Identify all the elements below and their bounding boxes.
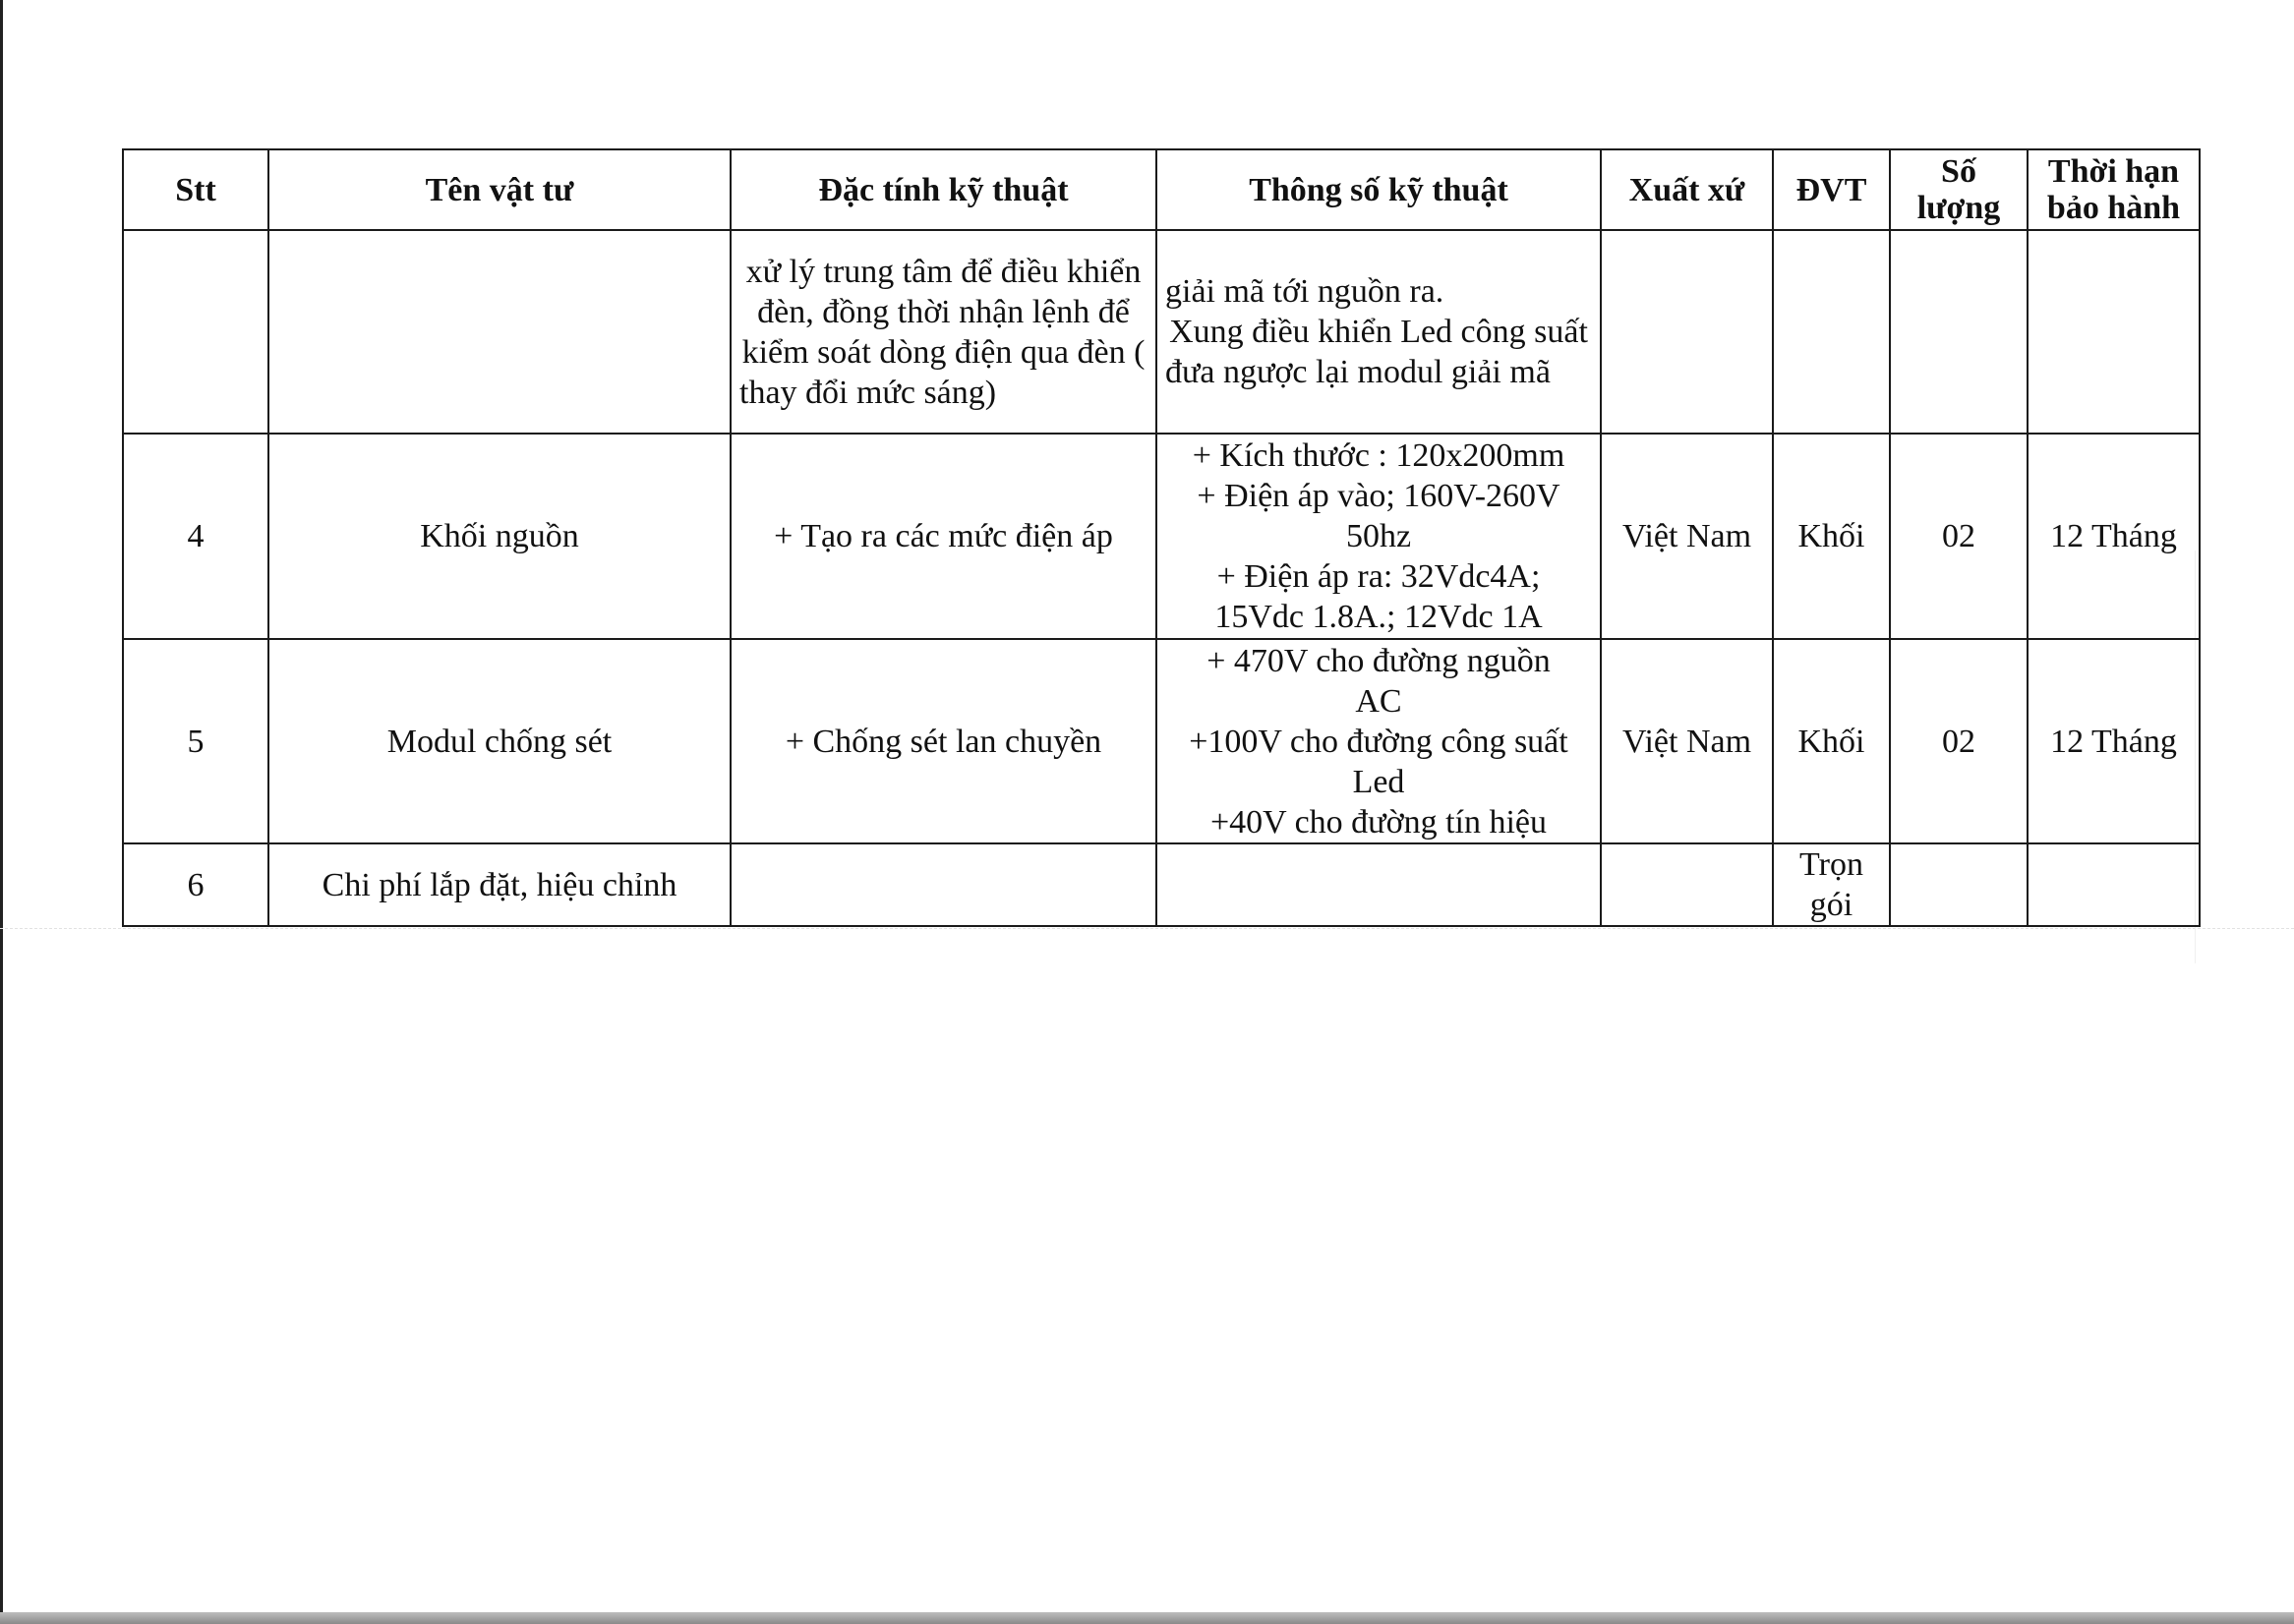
- unit-line2: gói: [1809, 887, 1853, 923]
- specs-line: +100V cho đường công suất: [1189, 723, 1568, 760]
- cell-quantity: 02: [1890, 639, 2028, 843]
- cell-warranty: 12 Tháng: [2028, 434, 2200, 639]
- scan-left-edge: [0, 0, 3, 1624]
- cell-origin: [1601, 230, 1773, 434]
- specs-line: + Điện áp vào; 160V-260V: [1197, 478, 1560, 514]
- header-quantity-line1: Số: [1941, 153, 1976, 190]
- table-row-continuation: [123, 230, 2200, 434]
- scan-faint-rule: [0, 928, 2294, 929]
- cell-unit: [1773, 843, 1890, 926]
- cell-unit: [1773, 230, 1890, 434]
- header-warranty: [2028, 149, 2200, 230]
- header-characteristics: Đặc tính kỹ thuật: [731, 149, 1156, 230]
- specs-line: 15Vdc 1.8A.; 12Vdc 1A: [1214, 599, 1543, 635]
- cell-warranty: [2028, 230, 2200, 434]
- scan-bottom-edge: [0, 1612, 2294, 1624]
- header-stt: Stt: [123, 149, 268, 230]
- cell-unit: Khối: [1773, 434, 1890, 639]
- cell-stt: [123, 230, 268, 434]
- cell-characteristics: + Tạo ra các mức điện áp: [731, 434, 1156, 639]
- cell-specs: [1156, 639, 1601, 843]
- header-quantity: [1890, 149, 2028, 230]
- cell-warranty: 12 Tháng: [2028, 639, 2200, 843]
- cell-quantity: [1890, 843, 2028, 926]
- specs-line: AC: [1355, 682, 1402, 720]
- specs-line: +40V cho đường tín hiệu: [1209, 803, 1548, 841]
- cell-warranty: [2028, 843, 2200, 926]
- cell-stt: 6: [123, 843, 268, 926]
- specs-line: Led: [1352, 763, 1405, 800]
- header-origin: Xuất xứ: [1601, 149, 1773, 230]
- cell-origin: Việt Nam: [1601, 639, 1773, 843]
- cell-specs: [1156, 843, 1601, 926]
- header-quantity-line2: lượng: [1916, 190, 2001, 226]
- cell-name: [268, 230, 731, 434]
- cell-characteristics: xử lý trung tâm để điều khiển đèn, đồng thời nhận lệnh để kiểm soát dòng điện qua đèn ( thay đổi mức sáng): [731, 230, 1156, 434]
- specs-line: Xung điều khiển Led công suất đưa ngược lại modul giải mã: [1165, 314, 1588, 390]
- cell-name: Chi phí lắp đặt, hiệu chỉnh: [268, 843, 731, 926]
- specs-line: + 470V cho đường nguồn: [1206, 642, 1551, 679]
- materials-spec-table: [122, 148, 2201, 927]
- table-row: [123, 639, 2200, 843]
- cell-stt: 5: [123, 639, 268, 843]
- cell-stt: 4: [123, 434, 268, 639]
- cell-unit: Khối: [1773, 639, 1890, 843]
- header-unit: ĐVT: [1773, 149, 1890, 230]
- table-row: [123, 843, 2200, 926]
- cell-origin: [1601, 843, 1773, 926]
- cell-name: Khối nguồn: [268, 434, 731, 639]
- cell-characteristics: [731, 843, 1156, 926]
- specs-line: giải mã tới nguồn ra.: [1165, 273, 1444, 310]
- header-warranty-line1: Thời hạn: [2047, 153, 2180, 190]
- header-name: Tên vật tư: [268, 149, 731, 230]
- unit-line1: Trọn: [1799, 846, 1863, 883]
- cell-quantity: 02: [1890, 434, 2028, 639]
- cell-quantity: [1890, 230, 2028, 434]
- cell-specs: [1156, 230, 1601, 434]
- cell-specs: [1156, 434, 1601, 639]
- cell-origin: Việt Nam: [1601, 434, 1773, 639]
- specs-line: + Kích thước : 120x200mm: [1192, 437, 1565, 474]
- table-row: [123, 434, 2200, 639]
- specs-line: + Điện áp ra: 32Vdc4A;: [1216, 558, 1541, 595]
- specs-line: 50hz: [1345, 518, 1412, 554]
- table-header-row: [123, 149, 2200, 230]
- cell-name: Modul chống sét: [268, 639, 731, 843]
- header-specs: Thông số kỹ thuật: [1156, 149, 1601, 230]
- cell-characteristics: + Chống sét lan chuyền: [731, 639, 1156, 843]
- header-warranty-line2: bảo hành: [2046, 190, 2181, 226]
